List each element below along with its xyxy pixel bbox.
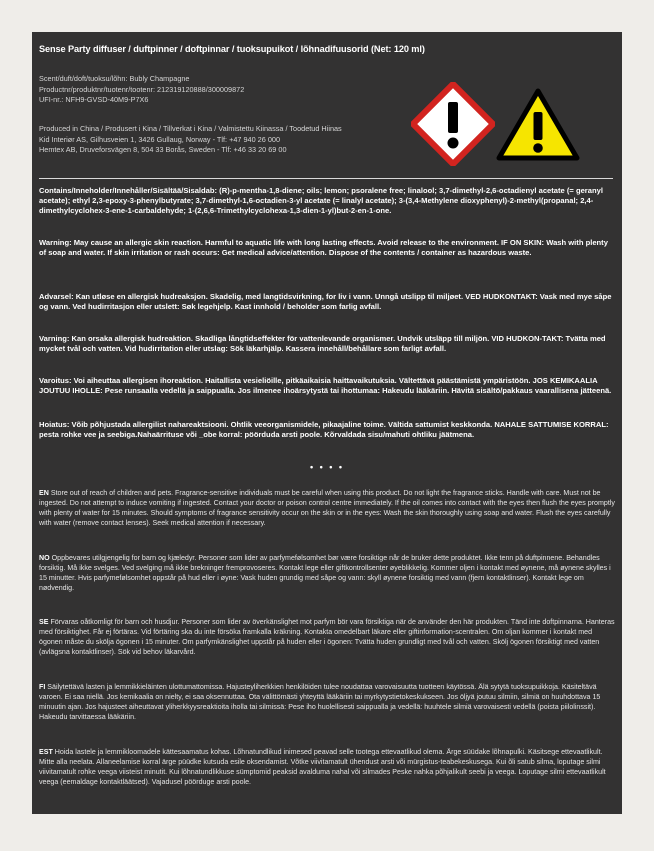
warning-fi: Varoitus: Voi aiheuttaa allergisen ihoreaktion. Haitallista vesieliöille, pitkäaikaisia haittavaikutuksia. Vältettävä päästämistä ympäristöön. JOS KEMIKAALIA JOUTUU IHOLLE: Pese runsaalla vedellä ja saippualla. Jos ilmenee ihoärsytystä tai ihottumaa: Hakeudu lääkäriin. Hävitä sisältö/pakkaus vaarallisena jätteenä.	[39, 376, 612, 396]
lang-code-est: EST	[39, 748, 53, 756]
divider	[39, 178, 613, 179]
info-text-fi: Säilytettävä lasten ja lemmikkieläinten ulottumattomissa. Hajusteyliherkkien henkilöiden tulee noudattaa varovaisuutta tuotteen käytössä. Älä sytytä tuoksupuikkoja. Käsiteltävä varoen. Ei saa niellä. Jos kemikaalia on nielty, ei saa oksennuttaa. Ota välittömästi yhteyttä lääkäriin tai myrkytystietokeskukseen. Jos öljyä joutuu silmiin, silmiä on huuhdottava 15 minuutin ajan. Jos hajusteet aiheuttavat yliherkkyysreaktioita iholla tai silmissä: Pese iho huolellisesti saippualla ja vedellä: huuhtele silmiä varovaisesti vedellä (poista piilolinssit). Hakeudu tarvittaessa lääkäriin.	[39, 683, 601, 721]
product-number: Productnr/produktnr/tuotenr/tootenr: 212319120888/300009872	[39, 84, 245, 94]
producer-sweden: Hemtex AB, Druveforsvägen 8, 504 33 Borås, Sweden - Tlf: +46 33 20 69 00	[39, 145, 287, 154]
info-text-en: Store out of reach of children and pets. Fragrance-sensitive individuals must be careful when using this product. Do not light the fragrance sticks. Handle with care. Must not be ingested. Do not attempt to induce vomiting if ingested. Contact your doctor or poison control centre immediately. If the oil comes into contact with the eyes then flush the eyes promptly with plenty of water for 15 minutes. Should symptoms of fragrance sensitivity occur on the skin or in the eyes: Wash the skin thoroughly using soap and water. Flush the eyes carefully with water (remove contact lenses). Seek medical attention if necessary.	[39, 489, 615, 527]
info-est	[39, 748, 615, 788]
warning-en: Warning: May cause an allergic skin reaction. Harmful to aquatic life with long lasting effects. Avoid release to the environment. IF ON SKIN: Wash with plenty of soap and water. If skin irritation or rash occurs: Get medical advice/attention. Dispose of the contents / container as hazardous waste.	[39, 238, 608, 258]
ghs-exclamation-icon	[411, 82, 495, 166]
warning-est: Hoiatus: Võib põhjustada allergilist nahareaktsiooni. Ohtlik veeorganismidele, pikaajaline toime. Vältida sattumist keskkonda. NAHALE SATTUMISE KORRAL: pesta rohke vee ja seebiga.Nahaärrituse või _obe korral: pöörduda arsti poole. Kõrvaldada sisu/mahuti ohtliku jäätmena.	[39, 420, 609, 440]
warning-se: Varning: Kan orsaka allergisk hudreaktion. Skadliga långtidseffekter för vattenlevande organismer. Undvik utsläpp till miljön. VID HUDKON-TAKT: Tvätta med mycket tvål och vatten. Vid hudirritation eller utslag: Sök läkarhjälp. Kassera innehåll/behållare som farligt avfall.	[39, 334, 606, 354]
ufi-number: UFI-nr.: NFH9-GVSD-40M9-P7X6	[39, 95, 149, 104]
lang-code-en: EN	[39, 489, 49, 497]
warning-triangle-icon	[496, 88, 580, 162]
info-text-se: Förvaras oåtkomligt för barn och husdjur. Personer som lider av överkänslighet mot parfym bör vara försiktiga när de använder den här produkten. Tänd inte doftpinnarna. Hanteras med försiktighet. Får ej förtäras. Vid förtäring ska du inte försöka framkalla kräkning. Kontakta omedelbart läkare eller giftinformation-scentralen. Om oljan kommer i kontakt med ögonen måste du skölja ögonen i 15 minuter. Om parfymkänslighet uppstår på huden eller i ögonen: Tvätta huden grundligt med tvål och vatten. Skölj ögonen försiktigt med vatten (avlägsna kontaktlinser). Sök vid behov läkarvård.	[39, 618, 615, 656]
info-no	[39, 554, 615, 594]
origin-line: Produced in China / Produsert i Kina / Tillverkat i Kina / Valmistettu Kiinassa / Toodetud Hiinas	[39, 124, 342, 133]
info-en	[39, 489, 615, 529]
lang-code-no: NO	[39, 554, 50, 562]
info-fi	[39, 683, 615, 723]
lang-code-fi: FI	[39, 683, 46, 691]
info-text-est: Hoida lastele ja lemmikloomadele kättesaamatus kohas. Lõhnatundlikud inimesed peavad selle tootega ettevaatlikud olema. Ärge süüdake lõhnapulki. Käsitsege ettevaatlikult. Mitte alla neelata. Allaneelamise korral ärge püüdke kutsuda esile oksendamist. Võtke viivitamatult ühendust arsti või mürgistus-teabekeskusega. Kui õli satub silma, loputage silmi viivitamatult rohke veega viisteist minutit. Kui lõhnatundlikkuse sümptomid peaksid avalduma nahal või silmades Peske nahka põhjalikult seebi ja veega. Loputage silmi ettevaatlikult veega (eemaldage kontaktläätsed). Vajadusel pöörduge arsti poole.	[39, 748, 606, 786]
warning-no: Advarsel: Kan utløse en allergisk hudreaksjon. Skadelig, med langtidsvirkning, for liv i vann. Unngå utslipp til miljøet. VED HUDKONTAKT: Vask med mye såpe og vann. Ved hudirritasjon eller utslett: Søk legehjelp. Kast innhold / beholder som farlig avfall.	[39, 292, 612, 312]
scent-line: Scent/duft/doft/tuoksu/lõhn: Bubly Champagne	[39, 74, 190, 83]
label-title: Sense Party diffuser / duftpinner / doftpinnar / tuoksupuikot / lõhnadifuusorid (Net: 120 ml)	[39, 44, 425, 54]
info-se	[39, 618, 615, 658]
contains-text: Contains/Inneholder/Innehåller/Sisältää/Sisaldab: (R)-p-mentha-1,8-diene; oils; lemon; psoralene free; linalool; 3,7-dimethyl-2,6-octadienyl acetate (= geranyl acetate); ethyl 2,3-epoxy-3-phenylbutyrate; 3,7-dimethyl-1,6-octadien-3-yl acetate (= linalyl acetate); 3-(3,4-Methylene dioxyphenyl)-2-methyl(propanal; 2,4-dimethylcyclohex-3-ene-1-carbaldehyde; 1-(2,6,6-Trimethylcyclohexa-1,3-dien-1-yl)but-2-en-1-one.	[39, 186, 603, 216]
section-separator: • • • •	[309, 462, 345, 472]
product-label	[32, 32, 622, 814]
info-text-no: Oppbevares utilgjengelig for barn og kjæledyr. Personer som lider av parfymefølsomhet bør være forsiktige når de bruker dette produktet. Ikke tenn på duftpinnene. Behandles forsiktig. Må ikke svelges. Ved svelging må ikke brekninger fremprovoseres. Kontakt lege eller giftkontrollsenter øyeblikkelig. Kommer oljen i kontakt med øynene, må øynene skylles i 15 minutter. Hvis parfymefølsomhet oppstår på hud eller i øyne: Vask huden grundig med såpe og vann: skyll øynene forsiktig med vann (fjern kontaktlinser). Kontakt lege om nødvendig.	[39, 554, 611, 592]
producer-norway: Kid Interiør AS, Gilhusveien 1, 3426 Gullaug, Norway - Tlf: +47 940 26 000	[39, 134, 281, 144]
lang-code-se: SE	[39, 618, 49, 626]
